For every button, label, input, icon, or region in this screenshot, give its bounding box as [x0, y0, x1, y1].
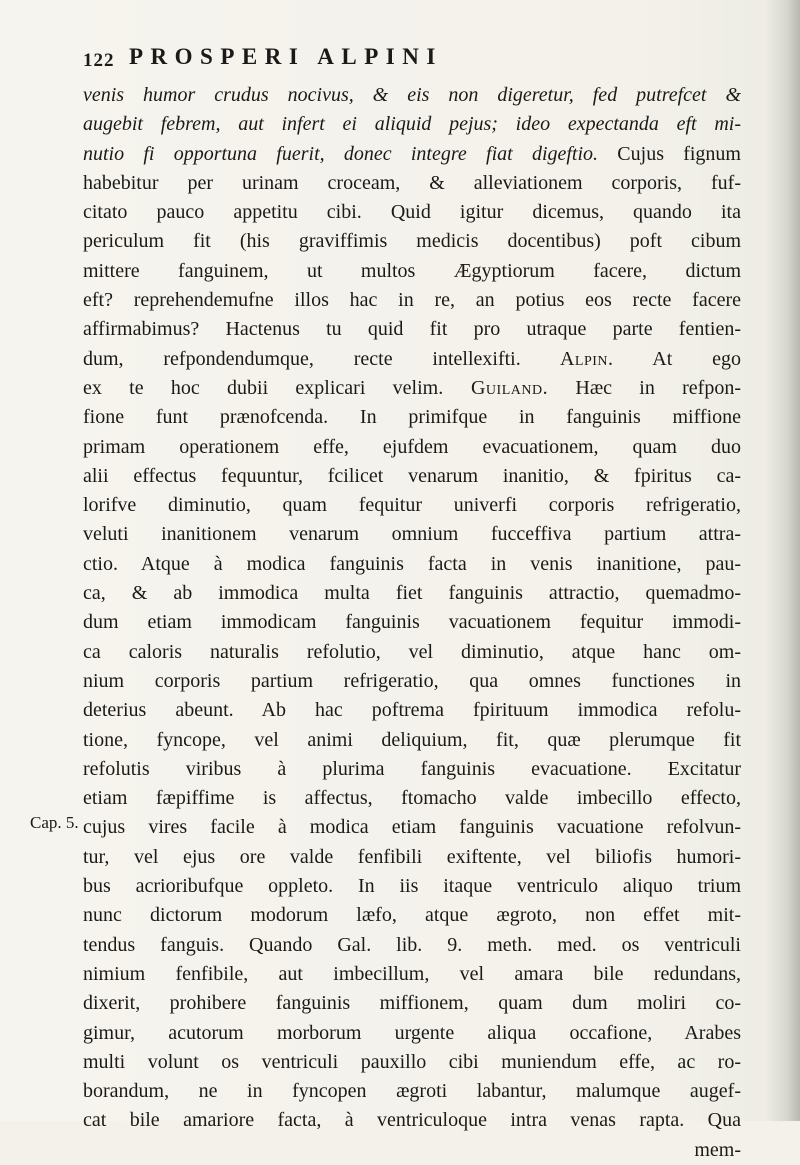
- line-text: fione funt prænofcenda. In primifque in fanguinis miffione: [83, 406, 741, 429]
- text-line: [83, 960, 741, 989]
- line-text: bus acrioribufque oppleto. In iis itaque ventriculo aliquo trium: [83, 875, 741, 898]
- line-text: dum etiam immodicam fanguinis vacuationem fequitur immodi-: [83, 611, 741, 634]
- text-line: [83, 110, 741, 139]
- text-line: [83, 257, 741, 286]
- text-line: [83, 872, 741, 901]
- text-line: [83, 227, 741, 256]
- line-text: veluti inanitionem venarum omnium fucceffiva partium attra-: [83, 523, 741, 546]
- text-line: [83, 81, 741, 110]
- line-italic-text: venis humor crudus nocivus, & eis non digeretur, fed putrefcet &: [83, 84, 741, 106]
- line-text: nunc dictorum modorum læfo, atque ægroto, non effet mit-: [83, 904, 741, 927]
- page-number: 122: [83, 50, 115, 71]
- text-line: [83, 931, 741, 960]
- text-line: [83, 1106, 741, 1135]
- text-line: [83, 784, 741, 813]
- running-title: PROSPERI ALPINI: [129, 44, 443, 69]
- line-text: dixerit, prohibere fanguinis miffionem, quam dum moliri co-: [83, 992, 741, 1015]
- line-text: cat bile amariore facta, à ventriculoque intra venas rapta. Qua: [83, 1109, 741, 1132]
- text-line: [83, 374, 741, 403]
- line-text: etiam fæpiffime is affectus, ftomacho valde imbecillo effecto,: [83, 787, 741, 810]
- text-line: [83, 989, 741, 1018]
- line-text: ctio. Atque à modica fanguinis facta in venis inanitione, pau-: [83, 552, 741, 575]
- text-line: [83, 638, 741, 667]
- text-line: [83, 1048, 741, 1077]
- line-italic-text: augebit febrem, aut infert ei aliquid pejus; ideo expectanda eft mi-: [83, 113, 741, 136]
- text-line: [83, 1136, 741, 1165]
- line-text: ex te hoc dubii explicari velim.: [83, 376, 444, 399]
- margin-note: Cap. 5.: [30, 813, 79, 832]
- text-line: [83, 520, 741, 549]
- line-text: eft? reprehendemufne illos hac in re, an potius eos recte facere: [83, 289, 741, 312]
- text-line: [83, 462, 741, 491]
- text-line: [83, 433, 741, 462]
- text-line: [83, 843, 741, 872]
- line-text: mittere fanguinem, ut multos Ægyptiorum facere, dictum: [83, 259, 741, 282]
- line-text: alii effectus fequuntur, fcilicet venarum inanitio, & fpiritus ca-: [83, 464, 741, 487]
- text-line: [83, 403, 741, 432]
- text-line: [83, 345, 741, 374]
- line-text: refolutis viribus à plurima fanguinis evacuatione. Excitatur: [83, 757, 741, 780]
- line-text: multi volunt os ventriculi pauxillo cibi muniendum effe, ac ro-: [83, 1050, 741, 1073]
- line-text: periculum fit (his graviffimis medicis docentibus) poft cibum: [83, 230, 741, 253]
- line-text: primam operationem effe, ejufdem evacuationem, quam duo: [83, 435, 741, 458]
- body-text: [83, 81, 741, 1165]
- text-line: [83, 813, 741, 842]
- line-text: tendus fanguis. Quando Gal. lib. 9. meth. med. os ventriculi: [83, 933, 741, 956]
- line-text-tail: Cujus fignum: [598, 142, 741, 165]
- line-text: tur, vel ejus ore valde fenfibili exiftente, vel biliofis humori-: [83, 845, 741, 868]
- text-line: [83, 901, 741, 930]
- line-text: citato pauco appetitu cibi. Quid igitur dicemus, quando ita: [83, 201, 741, 224]
- line-text: deterius abeunt. Ab hac poftrema fpirituum immodica refolu-: [83, 699, 741, 722]
- line-text: affirmabimus? Hactenus tu quid fit pro utraque parte fentien-: [83, 318, 741, 341]
- line-text-tail: Hæc in refpon-: [548, 376, 742, 399]
- line-text: lorifve diminutio, quam fequitur univerfi corporis refrigeratio,: [83, 494, 741, 517]
- line-italic-text: nutio fi opportuna fuerit, donec integre fiat digeftio.: [83, 142, 599, 165]
- text-line: [83, 696, 741, 725]
- line-text: borandum, ne in fyncopen ægroti labantur, malumque augef-: [83, 1080, 741, 1103]
- page-header: [83, 40, 723, 74]
- speaker-name: Alpin.: [520, 347, 614, 370]
- line-text: dum, refpondendumque, recte intellexifti.: [83, 347, 521, 370]
- text-line: [83, 667, 741, 696]
- line-text: nimium fenfibile, aut imbecillum, vel amara bile redundans,: [83, 962, 741, 985]
- text-line: [83, 198, 741, 227]
- line-text: tione, fyncope, vel animi deliquium, fit, quæ plerumque fit: [83, 728, 741, 751]
- line-text: ca, & ab immodica multa fiet fanguinis attractio, quemadmo-: [83, 582, 741, 605]
- text-line: [83, 550, 741, 579]
- text-line: [83, 140, 741, 169]
- line-text-tail: At ego: [613, 347, 741, 370]
- text-line: [83, 755, 741, 784]
- text-line: [83, 1019, 741, 1048]
- line-text: ca caloris naturalis refolutio, vel diminutio, atque hanc om-: [83, 640, 741, 663]
- text-line: [83, 169, 741, 198]
- text-line: [83, 286, 741, 315]
- speaker-name: Guiland.: [443, 376, 549, 399]
- text-line: [83, 726, 741, 755]
- page-edge-shadow: [766, 0, 800, 1121]
- line-text: habebitur per urinam croceam, & alleviationem corporis, fuf-: [83, 171, 741, 194]
- line-text: gimur, acutorum morborum urgente aliqua occafione, Arabes: [83, 1021, 741, 1044]
- text-line: [83, 579, 741, 608]
- line-text: mem-: [694, 1138, 741, 1161]
- text-line: [83, 608, 741, 637]
- line-text: cujus vires facile à modica etiam fanguinis vacuatione refolvun-: [83, 816, 741, 839]
- text-line: [83, 315, 741, 344]
- text-line: [83, 491, 741, 520]
- line-text: nium corporis partium refrigeratio, qua omnes functiones in: [83, 669, 741, 692]
- text-line: [83, 1077, 741, 1106]
